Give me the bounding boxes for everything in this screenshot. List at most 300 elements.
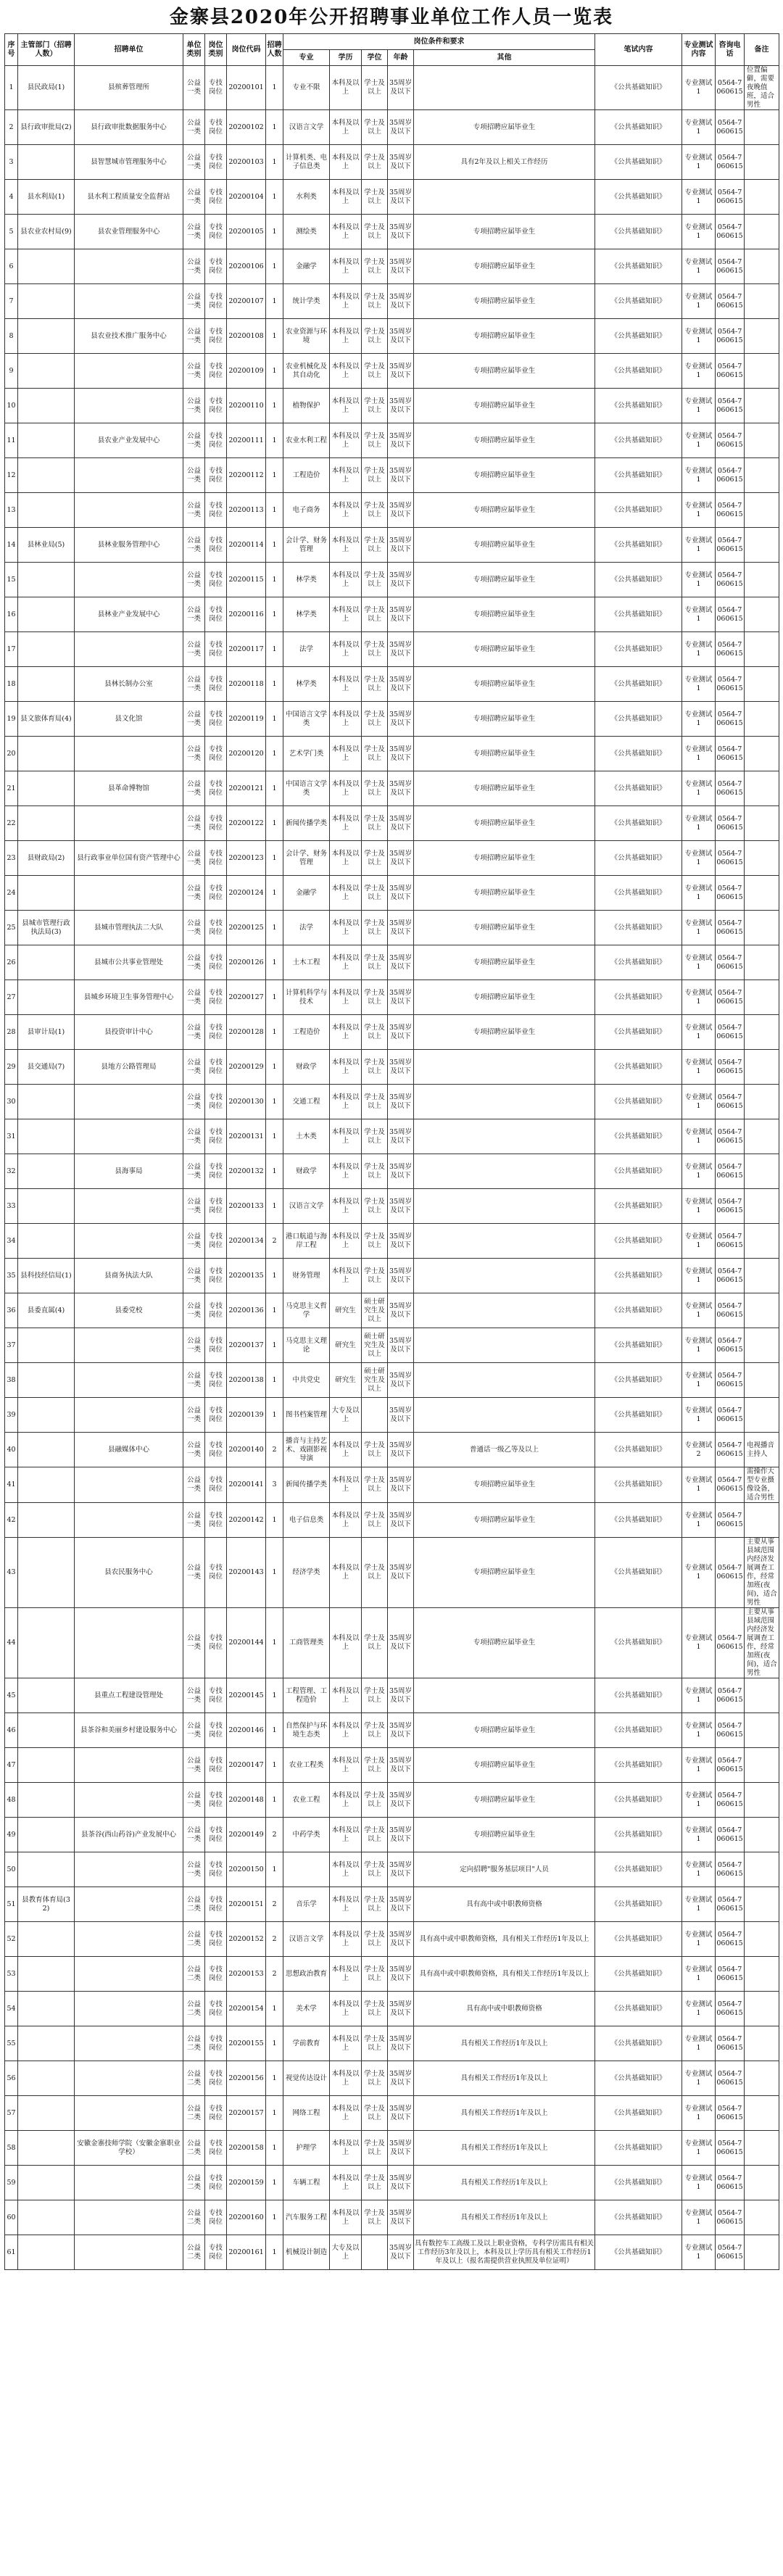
cell-unit [75,563,183,597]
cell-phone: 0564-7060615 [716,1852,745,1887]
cell-remark [745,1050,779,1085]
cell-age: 35周岁及以下 [388,2131,414,2166]
cell-education: 本科及以上 [330,702,362,737]
cell-special: 专业测试1 [682,1085,716,1119]
cell-seq: 38 [5,1363,18,1398]
cell-other [414,1085,595,1119]
cell-other [414,1154,595,1189]
cell-dept: 县民政局(1) [18,66,75,110]
cell-other: 具有数控车工高级工及以上职业资格，专科学历需具有相关工作经历3年及以上，本科及以上学历具有相关工作经历1年及以上（报名需提供营业执照及单位证明） [414,2235,595,2270]
cell-special: 专业测试1 [682,1608,716,1678]
cell-education: 本科及以上 [330,876,362,911]
cell-count: 1 [266,2131,283,2166]
cell-special: 专业测试1 [682,702,716,737]
cell-special: 专业测试1 [682,980,716,1015]
cell-unit [75,458,183,493]
table-row [5,1119,779,1154]
cell-special: 专业测试1 [682,1015,716,1050]
cell-count: 1 [266,1050,283,1085]
cell-unit-type: 公益一类 [183,1189,205,1224]
cell-degree: 学士及以上 [362,145,388,180]
cell-degree: 学士及以上 [362,1538,388,1608]
cell-dept [18,1608,75,1678]
cell-special: 专业测试1 [682,911,716,945]
cell-seq: 32 [5,1154,18,1189]
cell-remark [745,145,779,180]
cell-other: 专项招聘应届毕业生 [414,493,595,528]
cell-remark [745,632,779,667]
cell-special: 专业测试1 [682,284,716,319]
cell-degree: 学士及以上 [362,66,388,110]
cell-degree: 学士及以上 [362,1433,388,1467]
cell-age: 35周岁及以下 [388,632,414,667]
cell-major: 农业工程 [283,1783,330,1818]
cell-other: 专项招聘应届毕业生 [414,980,595,1015]
cell-phone: 0564-7060615 [716,1992,745,2026]
cell-age: 35周岁及以下 [388,110,414,145]
cell-unit-type: 公益一类 [183,806,205,841]
cell-other [414,1293,595,1328]
cell-seq: 16 [5,597,18,632]
table-row [5,1015,779,1050]
cell-phone: 0564-7060615 [716,841,745,876]
table-row [5,1363,779,1398]
table-row [5,1398,779,1433]
cell-education: 本科及以上 [330,1050,362,1085]
cell-post-type: 专技岗位 [205,806,227,841]
cell-major: 交通工程 [283,1085,330,1119]
table-row [5,284,779,319]
cell-post-type: 专技岗位 [205,2096,227,2131]
cell-education: 本科及以上 [330,980,362,1015]
cell-post-code: 20200125 [227,911,266,945]
cell-seq: 24 [5,876,18,911]
table-row [5,2096,779,2131]
cell-degree: 学士及以上 [362,597,388,632]
cell-major: 网络工程 [283,2096,330,2131]
cell-post-code: 20200135 [227,1259,266,1293]
cell-unit-type: 公益一类 [183,284,205,319]
cell-unit: 县农业技术推广服务中心 [75,319,183,354]
cell-age: 35周岁及以下 [388,2235,414,2270]
cell-unit [75,1467,183,1503]
header-education: 学历 [330,50,362,66]
cell-phone: 0564-7060615 [716,1119,745,1154]
cell-unit [75,1398,183,1433]
cell-education: 本科及以上 [330,249,362,284]
cell-unit [75,493,183,528]
cell-major: 林学类 [283,563,330,597]
cell-education: 本科及以上 [330,1015,362,1050]
cell-major: 中药学类 [283,1818,330,1852]
cell-age: 35周岁及以下 [388,2061,414,2096]
cell-unit [75,1119,183,1154]
cell-phone: 0564-7060615 [716,1887,745,1922]
cell-seq: 33 [5,1189,18,1224]
cell-special: 专业测试1 [682,1713,716,1748]
cell-unit: 县重点工程建设管理处 [75,1678,183,1713]
cell-remark [745,841,779,876]
cell-dept [18,737,75,771]
cell-unit [75,389,183,423]
cell-post-type: 专技岗位 [205,1713,227,1748]
cell-unit [75,2166,183,2200]
cell-written: 《公共基础知识》 [595,1363,682,1398]
cell-post-code: 20200143 [227,1538,266,1608]
cell-count: 1 [266,180,283,215]
cell-other [414,1363,595,1398]
table-row [5,841,779,876]
cell-remark [745,1259,779,1293]
cell-phone: 0564-7060615 [716,215,745,249]
cell-count: 1 [266,458,283,493]
cell-written: 《公共基础知识》 [595,1678,682,1713]
cell-post-type: 专技岗位 [205,1503,227,1538]
table-row [5,66,779,110]
cell-unit: 县殡葬管理所 [75,66,183,110]
cell-unit-type: 公益一类 [183,980,205,1015]
cell-post-code: 20200144 [227,1608,266,1678]
cell-age: 35周岁及以下 [388,389,414,423]
cell-degree: 学士及以上 [362,1050,388,1085]
cell-degree: 学士及以上 [362,1015,388,1050]
cell-phone: 0564-7060615 [716,771,745,806]
cell-post-type: 专技岗位 [205,1154,227,1189]
cell-written: 《公共基础知识》 [595,458,682,493]
cell-written: 《公共基础知识》 [595,1713,682,1748]
cell-education: 本科及以上 [330,1503,362,1538]
cell-unit [75,1363,183,1398]
cell-major: 港口航道与海岸工程 [283,1224,330,1259]
cell-major: 农业工程类 [283,1748,330,1783]
cell-special: 专业测试1 [682,319,716,354]
cell-count: 1 [266,911,283,945]
cell-count: 1 [266,2026,283,2061]
cell-degree: 学士及以上 [362,1224,388,1259]
cell-dept [18,1363,75,1398]
cell-age: 35周岁及以下 [388,1538,414,1608]
cell-seq: 54 [5,1992,18,2026]
cell-degree [362,2235,388,2270]
cell-unit: 安徽金寨技师学院（安徽金寨职业学校） [75,2131,183,2166]
cell-post-type: 专技岗位 [205,1015,227,1050]
cell-count: 2 [266,1818,283,1852]
cell-education: 本科及以上 [330,215,362,249]
cell-age: 35周岁及以下 [388,702,414,737]
cell-remark [745,1119,779,1154]
table-row [5,597,779,632]
cell-other: 专项招聘应届毕业生 [414,354,595,389]
cell-major: 财政学 [283,1154,330,1189]
cell-phone: 0564-7060615 [716,2026,745,2061]
cell-count: 1 [266,66,283,110]
cell-unit-type: 公益二类 [183,1992,205,2026]
cell-phone: 0564-7060615 [716,911,745,945]
cell-education: 本科及以上 [330,354,362,389]
cell-special: 专业测试1 [682,493,716,528]
cell-post-type: 专技岗位 [205,1538,227,1608]
cell-dept [18,319,75,354]
cell-education: 本科及以上 [330,1154,362,1189]
cell-written: 《公共基础知识》 [595,1119,682,1154]
cell-other: 具有2年及以上相关工作经历 [414,145,595,180]
cell-education: 本科及以上 [330,1433,362,1467]
cell-education: 大专及以上 [330,2235,362,2270]
cell-education: 本科及以上 [330,1467,362,1503]
table-row [5,1852,779,1887]
cell-written: 《公共基础知识》 [595,1050,682,1085]
cell-phone: 0564-7060615 [716,1818,745,1852]
table-row [5,319,779,354]
cell-dept: 县委直属(4) [18,1293,75,1328]
cell-post-code: 20200115 [227,563,266,597]
cell-count: 2 [266,1433,283,1467]
cell-count: 1 [266,1713,283,1748]
cell-special: 专业测试1 [682,1293,716,1328]
cell-phone: 0564-7060615 [716,1678,745,1713]
cell-other: 专项招聘应届毕业生 [414,597,595,632]
cell-degree: 学士及以上 [362,945,388,980]
cell-major: 土木工程 [283,945,330,980]
table-row [5,528,779,563]
cell-special: 专业测试1 [682,1467,716,1503]
cell-dept [18,389,75,423]
table-row [5,806,779,841]
cell-other: 专项招聘应届毕业生 [414,1538,595,1608]
cell-post-type: 专技岗位 [205,1922,227,1957]
cell-dept [18,667,75,702]
cell-phone: 0564-7060615 [716,1293,745,1328]
cell-age: 35周岁及以下 [388,2096,414,2131]
cell-remark [745,1154,779,1189]
cell-written: 《公共基础知识》 [595,980,682,1015]
cell-seq: 48 [5,1783,18,1818]
cell-unit-type: 公益一类 [183,1398,205,1433]
cell-major: 电子商务 [283,493,330,528]
cell-degree: 学士及以上 [362,667,388,702]
cell-phone: 0564-7060615 [716,1538,745,1608]
cell-age: 35周岁及以下 [388,1189,414,1224]
cell-phone: 0564-7060615 [716,667,745,702]
cell-post-code: 20200114 [227,528,266,563]
cell-unit: 县农业管理服务中心 [75,215,183,249]
cell-post-type: 专技岗位 [205,215,227,249]
cell-seq: 57 [5,2096,18,2131]
cell-post-code: 20200137 [227,1328,266,1363]
cell-unit [75,1957,183,1992]
table-row [5,1678,779,1713]
cell-major: 林学类 [283,597,330,632]
table-row [5,2235,779,2270]
cell-special: 专业测试1 [682,1154,716,1189]
cell-unit: 县林业产业发展中心 [75,597,183,632]
cell-post-code: 20200119 [227,702,266,737]
cell-phone: 0564-7060615 [716,319,745,354]
cell-dept [18,1538,75,1608]
cell-remark [745,980,779,1015]
cell-age: 35周岁及以下 [388,284,414,319]
cell-seq: 27 [5,980,18,1015]
cell-unit: 县海事局 [75,1154,183,1189]
cell-written: 《公共基础知识》 [595,1957,682,1992]
cell-special: 专业测试1 [682,1224,716,1259]
cell-major: 电子信息类 [283,1503,330,1538]
cell-remark: 需操作大型专业摄像设备，适合男性 [745,1467,779,1503]
cell-phone: 0564-7060615 [716,66,745,110]
cell-remark [745,2235,779,2270]
cell-seq: 61 [5,2235,18,2270]
cell-remark [745,1085,779,1119]
cell-unit-type: 公益一类 [183,632,205,667]
cell-special: 专业测试1 [682,2131,716,2166]
cell-post-type: 专技岗位 [205,249,227,284]
cell-written: 《公共基础知识》 [595,284,682,319]
cell-other: 具有相关工作经历1年及以上 [414,2026,595,2061]
cell-unit: 县地方公路管理局 [75,1050,183,1085]
cell-unit: 县委党校 [75,1293,183,1328]
cell-unit: 县文化馆 [75,702,183,737]
cell-written: 《公共基础知识》 [595,1189,682,1224]
cell-post-type: 专技岗位 [205,493,227,528]
cell-remark [745,528,779,563]
header-seq: 序号 [5,34,18,66]
cell-post-type: 专技岗位 [205,1293,227,1328]
cell-age: 35周岁及以下 [388,1678,414,1713]
cell-count: 1 [266,354,283,389]
cell-count: 1 [266,980,283,1015]
cell-education: 研究生 [330,1363,362,1398]
cell-post-code: 20200105 [227,215,266,249]
cell-post-code: 20200110 [227,389,266,423]
cell-remark [745,2131,779,2166]
cell-unit-type: 公益一类 [183,1050,205,1085]
cell-dept [18,980,75,1015]
cell-unit-type: 公益一类 [183,667,205,702]
cell-seq: 58 [5,2131,18,2166]
cell-seq: 13 [5,493,18,528]
cell-written: 《公共基础知识》 [595,249,682,284]
cell-post-code: 20200150 [227,1852,266,1887]
cell-unit-type: 公益一类 [183,1259,205,1293]
cell-degree: 学士及以上 [362,737,388,771]
cell-major: 金融学 [283,876,330,911]
cell-major: 工程造价 [283,458,330,493]
cell-written: 《公共基础知识》 [595,2131,682,2166]
header-dept: 主管部门（招聘人数） [18,34,75,66]
cell-other: 专项招聘应届毕业生 [414,737,595,771]
cell-unit-type: 公益一类 [183,597,205,632]
cell-phone: 0564-7060615 [716,1467,745,1503]
cell-special: 专业测试1 [682,249,716,284]
cell-dept [18,2061,75,2096]
cell-count: 1 [266,249,283,284]
cell-remark [745,1852,779,1887]
cell-degree: 学士及以上 [362,284,388,319]
cell-remark [745,1015,779,1050]
cell-unit: 县城乡环境卫生事务管理中心 [75,980,183,1015]
cell-unit: 县商务执法大队 [75,1259,183,1293]
cell-major: 计算机类、电子信息类 [283,145,330,180]
cell-unit-type: 公益一类 [183,1538,205,1608]
cell-special: 专业测试1 [682,2061,716,2096]
cell-dept: 县林业局(5) [18,528,75,563]
cell-phone: 0564-7060615 [716,1748,745,1783]
cell-unit-type: 公益一类 [183,354,205,389]
cell-post-type: 专技岗位 [205,980,227,1015]
cell-education: 本科及以上 [330,563,362,597]
cell-post-type: 专技岗位 [205,180,227,215]
cell-other: 普通话一级乙等及以上 [414,1433,595,1467]
cell-special: 专业测试1 [682,2096,716,2131]
cell-major: 水利类 [283,180,330,215]
cell-education: 本科及以上 [330,667,362,702]
cell-seq: 4 [5,180,18,215]
cell-education: 研究生 [330,1293,362,1328]
cell-written: 《公共基础知识》 [595,2061,682,2096]
cell-dept [18,1433,75,1467]
cell-education: 本科及以上 [330,180,362,215]
cell-degree: 学士及以上 [362,1259,388,1293]
cell-seq: 9 [5,354,18,389]
cell-seq: 3 [5,145,18,180]
cell-remark [745,1748,779,1783]
cell-special: 专业测试1 [682,1538,716,1608]
cell-dept: 县科技经信局(1) [18,1259,75,1293]
cell-written: 《公共基础知识》 [595,2096,682,2131]
cell-other: 专项招聘应届毕业生 [414,841,595,876]
cell-post-code: 20200134 [227,1224,266,1259]
cell-phone: 0564-7060615 [716,702,745,737]
cell-unit [75,249,183,284]
cell-phone: 0564-7060615 [716,806,745,841]
cell-count: 1 [266,493,283,528]
cell-age: 35周岁及以下 [388,1363,414,1398]
cell-unit: 县投资审计中心 [75,1015,183,1050]
table-row [5,215,779,249]
cell-special: 专业测试1 [682,1363,716,1398]
cell-remark [745,1957,779,1992]
cell-seq: 10 [5,389,18,423]
cell-special: 专业测试1 [682,1783,716,1818]
cell-education: 本科及以上 [330,1119,362,1154]
cell-seq: 51 [5,1887,18,1922]
cell-degree: 学士及以上 [362,911,388,945]
cell-degree: 学士及以上 [362,249,388,284]
cell-degree: 学士及以上 [362,2131,388,2166]
cell-written: 《公共基础知识》 [595,2200,682,2235]
cell-education: 本科及以上 [330,2166,362,2200]
table-row [5,2166,779,2200]
cell-seq: 49 [5,1818,18,1852]
cell-remark [745,1678,779,1713]
cell-major: 车辆工程 [283,2166,330,2200]
cell-post-code: 20200145 [227,1678,266,1713]
cell-special: 专业测试1 [682,145,716,180]
cell-post-type: 专技岗位 [205,458,227,493]
cell-other: 专项招聘应届毕业生 [414,563,595,597]
cell-remark [745,2166,779,2200]
cell-unit [75,1992,183,2026]
cell-remark [745,180,779,215]
cell-remark: 主要从事县域范围内经济发展调查工作，经常加班(夜间)，适合男性 [745,1608,779,1678]
cell-post-code: 20200106 [227,249,266,284]
cell-phone: 0564-7060615 [716,1015,745,1050]
cell-special: 专业测试1 [682,1818,716,1852]
cell-education: 本科及以上 [330,1922,362,1957]
cell-post-code: 20200124 [227,876,266,911]
cell-degree: 学士及以上 [362,389,388,423]
cell-major: 林学类 [283,667,330,702]
